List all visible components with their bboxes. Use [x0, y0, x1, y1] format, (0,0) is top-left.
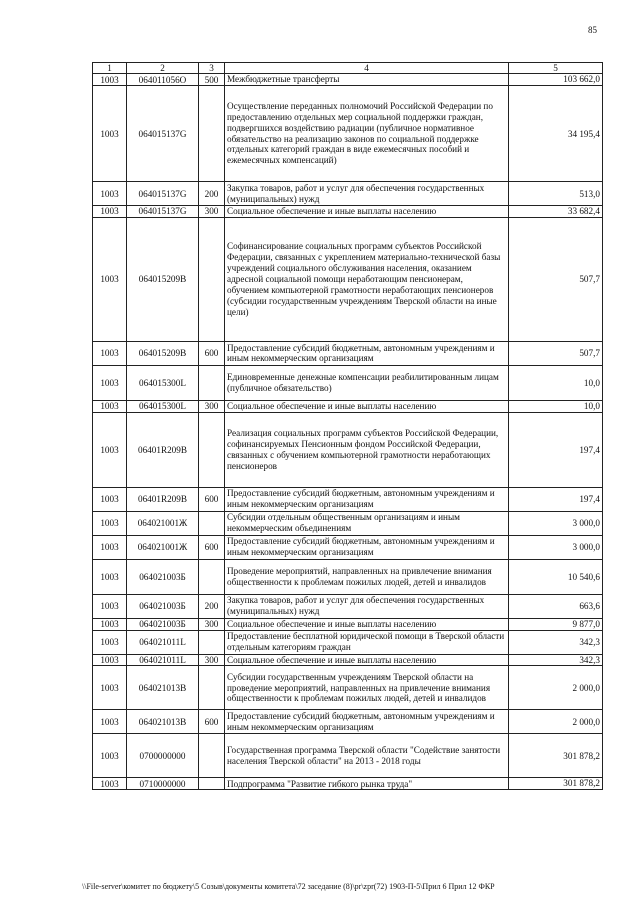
row-csr-code: 064021011L — [127, 630, 199, 654]
row-amount: 507,7 — [509, 341, 603, 365]
row-name: Единовременные денежные компенсации реабилитированным лицам (публичное обязательство) — [225, 365, 509, 400]
row-section: 1003 — [93, 559, 127, 594]
row-amount: 103 662,0 — [509, 74, 603, 86]
row-csr-code: 064021001Ж — [127, 511, 199, 535]
row-csr-code: 064011056O — [127, 74, 199, 86]
row-section: 1003 — [93, 74, 127, 86]
row-name: Социальное обеспечение и иные выплаты населению — [225, 400, 509, 412]
row-csr-code: 064021001Ж — [127, 535, 199, 559]
row-section: 1003 — [93, 535, 127, 559]
row-csr-code: 064021013В — [127, 666, 199, 710]
table-row — [93, 594, 603, 618]
row-vr-code: 600 — [199, 341, 225, 365]
row-vr-code — [199, 559, 225, 594]
col-header-name: 4 — [225, 63, 509, 74]
table-row — [93, 341, 603, 365]
row-amount: 3 000,0 — [509, 535, 603, 559]
row-section: 1003 — [93, 666, 127, 710]
row-section: 1003 — [93, 511, 127, 535]
table-row — [93, 182, 603, 206]
row-amount: 10,0 — [509, 365, 603, 400]
row-csr-code: 064021013В — [127, 710, 199, 734]
row-vr-code: 300 — [199, 206, 225, 218]
row-vr-code: 600 — [199, 710, 225, 734]
row-name: Подпрограмма "Развитие гибкого рынка труда" — [225, 778, 509, 790]
table-row — [93, 559, 603, 594]
row-vr-code: 300 — [199, 618, 225, 630]
row-section: 1003 — [93, 400, 127, 412]
table-row — [93, 618, 603, 630]
row-section: 1003 — [93, 217, 127, 341]
row-vr-code: 300 — [199, 400, 225, 412]
row-name: Социальное обеспечение и иные выплаты населению — [225, 206, 509, 218]
row-csr-code: 06401R209B — [127, 487, 199, 511]
row-vr-code — [199, 734, 225, 778]
row-vr-code — [199, 217, 225, 341]
table-row — [93, 86, 603, 182]
row-name: Социальное обеспечение и иные выплаты населению — [225, 618, 509, 630]
row-amount: 10,0 — [509, 400, 603, 412]
col-header-vr: 3 — [199, 63, 225, 74]
row-csr-code: 0710000000 — [127, 778, 199, 790]
row-amount: 3 000,0 — [509, 511, 603, 535]
row-vr-code — [199, 666, 225, 710]
row-vr-code: 200 — [199, 594, 225, 618]
row-section: 1003 — [93, 86, 127, 182]
table-row — [93, 734, 603, 778]
row-amount: 9 877,0 — [509, 618, 603, 630]
row-name: Предоставление субсидий бюджетным, автономным учреждениям и иным некоммерческим организациям — [225, 487, 509, 511]
col-header-section: 1 — [93, 63, 127, 74]
row-csr-code: 064021003Б — [127, 594, 199, 618]
row-csr-code: 064015137G — [127, 182, 199, 206]
row-name: Закупка товаров, работ и услуг для обеспечения государственных (муниципальных) нужд — [225, 594, 509, 618]
row-amount: 10 540,6 — [509, 559, 603, 594]
row-vr-code: 300 — [199, 654, 225, 666]
row-amount: 197,4 — [509, 412, 603, 487]
table-row — [93, 654, 603, 666]
table-row — [93, 710, 603, 734]
row-vr-code: 600 — [199, 535, 225, 559]
row-name: Социальное обеспечение и иные выплаты населению — [225, 654, 509, 666]
row-csr-code: 064021011L — [127, 654, 199, 666]
row-amount: 301 878,2 — [509, 778, 603, 790]
table-row — [93, 487, 603, 511]
table-row — [93, 511, 603, 535]
row-csr-code: 064015209B — [127, 341, 199, 365]
row-amount: 197,4 — [509, 487, 603, 511]
row-csr-code: 064021003Б — [127, 559, 199, 594]
row-name: Проведение мероприятий, направленных на привлечение внимания общественности к проблемам пожилых людей, детей и инвалидов — [225, 559, 509, 594]
row-amount: 33 682,4 — [509, 206, 603, 218]
row-name: Реализация социальных программ субъектов Российской Федерации, софинансируемых Пенсионным фондом Российской Федерации, связанных с обучением компьютерной грамотности неработающих пенсионеров — [225, 412, 509, 487]
table-row — [93, 217, 603, 341]
row-name: Осуществление переданных полномочий Российской Федерации по предоставлению отдельных мер социальной поддержки граждан, подвергшихся воздействию радиации (публичное нормативное обязательство на реализацию законов по социальной поддержке отдельных категорий граждан в виде ежемесячных пособий и ежемесячных компенсаций) — [225, 86, 509, 182]
row-name: Предоставление субсидий бюджетным, автономным учреждениям и иным некоммерческим организациям — [225, 341, 509, 365]
row-section: 1003 — [93, 710, 127, 734]
row-name: Софинансирование социальных программ субъектов Российской Федерации, связанных с укреплением материально-технической базы учреждений социального обслуживания населения, оказанием адресной социальной помощи неработающим пенсионерам, обучением компьютерной грамотности неработающих пенсионеров (субсидии государственным учреждениям Тверской области на иные цели) — [225, 217, 509, 341]
row-amount: 507,7 — [509, 217, 603, 341]
row-amount: 301 878,2 — [509, 734, 603, 778]
row-section: 1003 — [93, 630, 127, 654]
page-number: 85 — [588, 25, 597, 35]
row-vr-code — [199, 86, 225, 182]
row-csr-code: 064021003Б — [127, 618, 199, 630]
row-vr-code — [199, 412, 225, 487]
table-row — [93, 412, 603, 487]
row-amount: 2 000,0 — [509, 710, 603, 734]
row-name: Межбюджетные трансферты — [225, 74, 509, 86]
row-vr-code: 500 — [199, 74, 225, 86]
row-csr-code: 06401R209B — [127, 412, 199, 487]
row-amount: 342,3 — [509, 654, 603, 666]
table-row — [93, 630, 603, 654]
table-row — [93, 74, 603, 86]
table-body — [93, 74, 603, 790]
table-row — [93, 535, 603, 559]
row-name: Государственная программа Тверской области "Содействие занятости населения Тверской области" на 2013 - 2018 годы — [225, 734, 509, 778]
row-name: Предоставление субсидий бюджетным, автономным учреждениям и иным некоммерческим организациям — [225, 710, 509, 734]
row-csr-code: 064015209B — [127, 217, 199, 341]
row-name: Субсидии государственным учреждениям Тверской области на проведение мероприятий, направленных на привлечение внимания общественности к проблемам пожилых людей, детей и инвалидов — [225, 666, 509, 710]
row-vr-code — [199, 511, 225, 535]
row-section: 1003 — [93, 487, 127, 511]
header-row — [93, 63, 603, 74]
budget-table — [92, 62, 603, 790]
row-section: 1003 — [93, 365, 127, 400]
row-amount: 342,3 — [509, 630, 603, 654]
row-vr-code — [199, 778, 225, 790]
col-header-amount: 5 — [509, 63, 603, 74]
row-name: Предоставление субсидий бюджетным, автономным учреждениям и иным некоммерческим организациям — [225, 535, 509, 559]
row-amount: 663,6 — [509, 594, 603, 618]
row-csr-code: 064015137G — [127, 86, 199, 182]
table-row — [93, 666, 603, 710]
row-csr-code: 064015300L — [127, 365, 199, 400]
row-vr-code: 600 — [199, 487, 225, 511]
table-row — [93, 778, 603, 790]
row-vr-code: 200 — [199, 182, 225, 206]
row-csr-code: 064015137G — [127, 206, 199, 218]
col-header-csr: 2 — [127, 63, 199, 74]
row-name: Предоставление бесплатной юридической помощи в Тверской области отдельным категориям граждан — [225, 630, 509, 654]
row-section: 1003 — [93, 594, 127, 618]
row-section: 1003 — [93, 341, 127, 365]
row-section: 1003 — [93, 412, 127, 487]
row-amount: 513,0 — [509, 182, 603, 206]
row-vr-code — [199, 365, 225, 400]
row-name: Субсидии отдельным общественным организациям и иным некоммерческим объединениям — [225, 511, 509, 535]
row-csr-code: 064015300L — [127, 400, 199, 412]
row-section: 1003 — [93, 734, 127, 778]
table-row — [93, 400, 603, 412]
row-vr-code — [199, 630, 225, 654]
row-section: 1003 — [93, 654, 127, 666]
table-row — [93, 365, 603, 400]
row-amount: 2 000,0 — [509, 666, 603, 710]
row-name: Закупка товаров, работ и услуг для обеспечения государственных (муниципальных) нужд — [225, 182, 509, 206]
row-section: 1003 — [93, 618, 127, 630]
row-section: 1003 — [93, 206, 127, 218]
row-csr-code: 0700000000 — [127, 734, 199, 778]
file-path-footer: \\File-server\комитет по бюджету\5 Созыв\документы комитета\72 заседание (8)\pr\zpr(72) 1903-П-5\Прил 6 Прил 12 ФКР — [82, 882, 495, 891]
table-row — [93, 206, 603, 218]
row-amount: 34 195,4 — [509, 86, 603, 182]
row-section: 1003 — [93, 778, 127, 790]
row-section: 1003 — [93, 182, 127, 206]
